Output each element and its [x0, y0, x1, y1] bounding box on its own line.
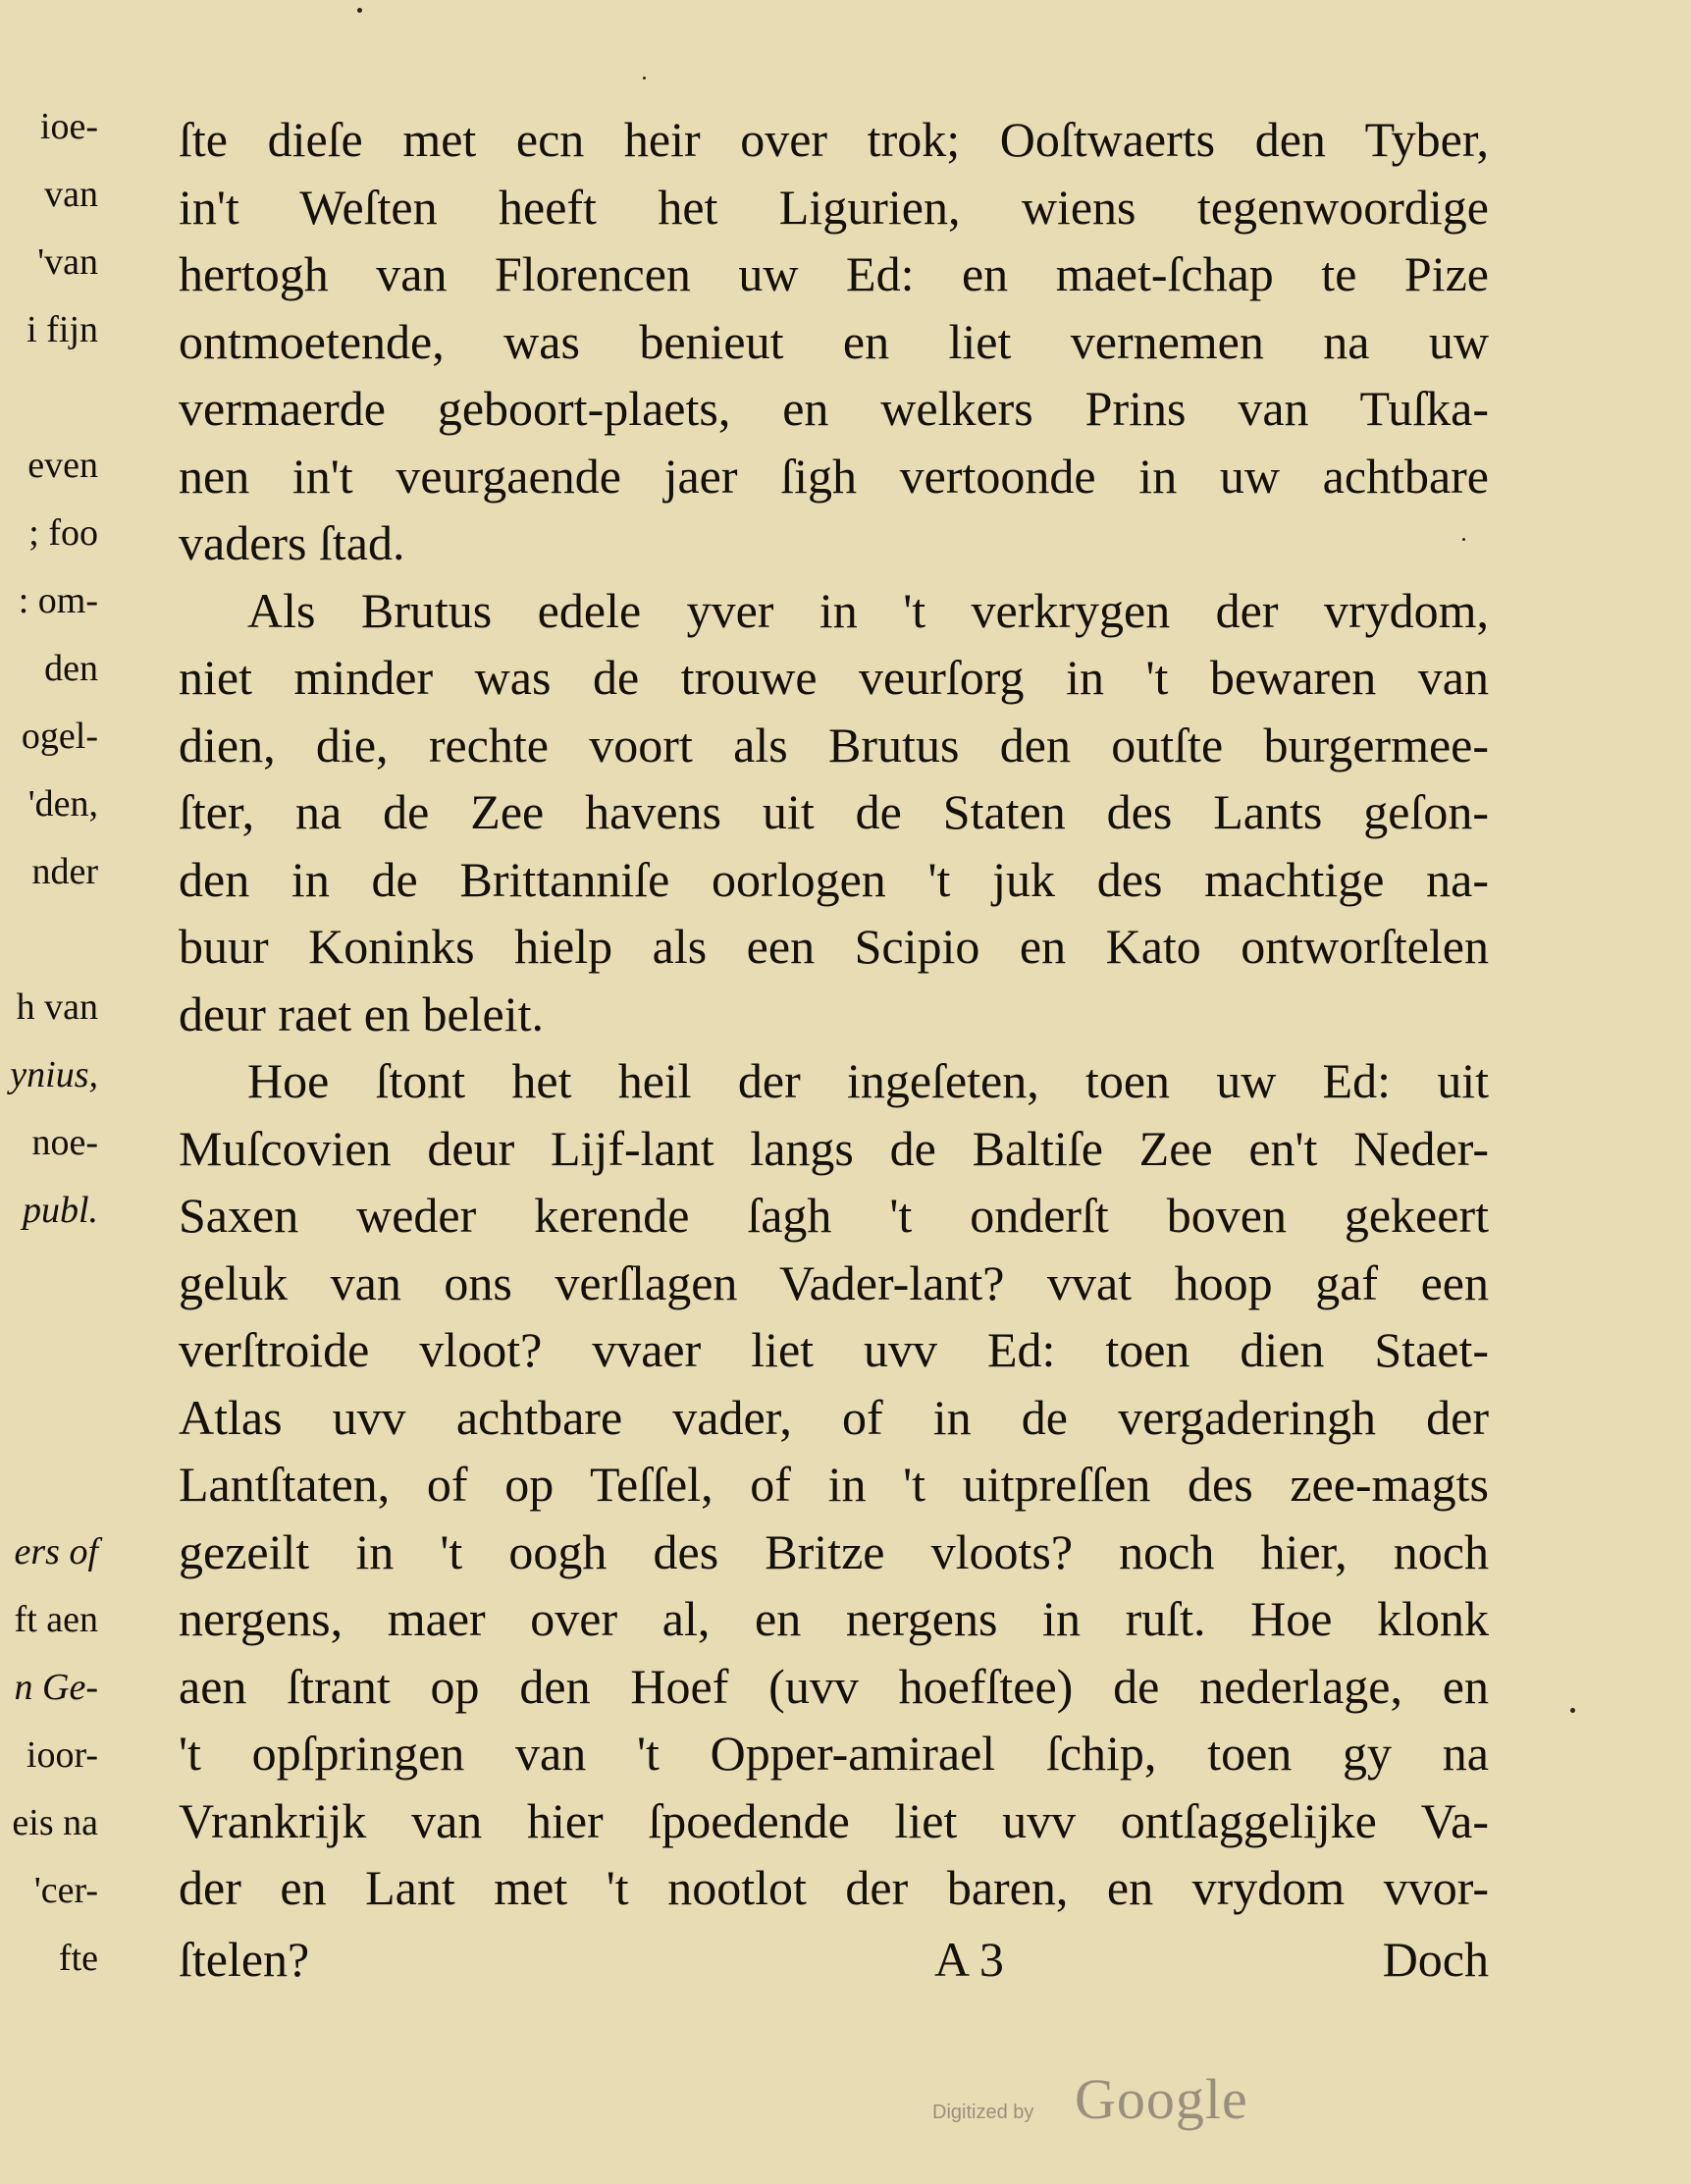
text-line: ontmoetende, was benieut en liet vernemen na uw — [179, 313, 1489, 369]
text-line: nergens, maer over al, en nergens in ruſt. Hoe klonk — [179, 1591, 1489, 1646]
catchword: Doch — [1382, 1932, 1489, 1987]
text-line: hertogh van Florencen uw Ed: en maet-ſchap te Pize — [179, 246, 1489, 301]
text-line: Lantſtaten, of op Teſſel, of in 't uitpreſſen des zee-magts — [179, 1457, 1489, 1512]
margin-fragment: i fijn — [26, 309, 98, 350]
google-logo: Google — [1075, 2067, 1248, 2131]
text-line: vermaerde geboort-plaets, en welkers Prins van Tuſka- — [179, 381, 1489, 436]
margin-fragment: den — [44, 648, 98, 689]
text-line: Hoe ſtont het heil der ingeſeten, toen uw Ed: uit — [247, 1053, 1489, 1108]
text-line: Atlas uvv achtbare vader, of in de vergaderingh der — [179, 1389, 1489, 1445]
text-line: verſtroide vloot? vvaer liet uvv Ed: toen dien Staet- — [179, 1322, 1489, 1377]
text-line: gezeilt in 't oogh des Britze vloots? noch hier, noch — [179, 1523, 1489, 1579]
margin-fragment: 'cer- — [33, 1870, 98, 1911]
margin-fragment: ogel- — [21, 716, 98, 757]
text-line: ſte dieſe met ecn heir over trok; Ooſtwaerts den Tyber, — [179, 112, 1489, 167]
margin-fragment: ft aen — [14, 1599, 98, 1640]
body-text — [179, 106, 1489, 1922]
digitized-watermark — [932, 2066, 1325, 2135]
margin-fragment: : om- — [18, 580, 98, 621]
text-line: vaders ſtad. — [179, 515, 405, 570]
margin-fragment: fte — [58, 1938, 98, 1979]
margin-fragment: ioe- — [39, 106, 98, 147]
text-line: nen in't veurgaende jaer ſigh vertoonde in uw achtbare — [179, 448, 1489, 504]
margin-fragment: noe- — [31, 1122, 98, 1163]
text-line: deur raet en beleit. — [179, 985, 545, 1041]
watermark-prefix: Digitized by — [932, 2102, 1034, 2123]
text-line: ſter, na de Zee havens uit de Staten des Lants geſon- — [179, 784, 1489, 839]
margin-fragment: h van — [16, 986, 98, 1028]
paper-speck — [1462, 538, 1465, 541]
paper-speck — [643, 77, 646, 80]
margin-fragment: 'den, — [27, 783, 98, 825]
margin-fragment: ioor- — [26, 1734, 98, 1776]
page-footer — [179, 1926, 1489, 1993]
text-line: aen ſtrant op den Hoef (uvv hoefſtee) de nederlage, en — [179, 1658, 1489, 1714]
margin-fragment: ers of — [14, 1531, 98, 1572]
text-line: Muſcovien deur Lijf-lant langs de Baltiſe Zee en't Neder- — [179, 1120, 1489, 1176]
last-word: ſtelen? — [179, 1932, 310, 1987]
text-line: den in de Brittanniſe oorlogen 't juk des machtige na- — [179, 851, 1489, 907]
text-line: der en Lant met 't nootlot der baren, en vrydom vvor- — [179, 1860, 1489, 1915]
margin-fragment: ynius, — [10, 1054, 98, 1095]
paper-speck — [357, 8, 362, 13]
margin-fragment: 'van — [37, 241, 98, 283]
paper-speck — [1570, 1708, 1575, 1713]
margin-fragment: nder — [31, 851, 98, 892]
text-line: Vrankrijk van hier ſpoedende liet uvv ontſaggelijke Va- — [179, 1792, 1489, 1848]
text-line: Als Brutus edele yver in 't verkrygen der vrydom, — [247, 582, 1489, 638]
margin-fragment: van — [44, 174, 98, 215]
margin-fragment: n Ge- — [14, 1667, 98, 1708]
text-line: dien, die, rechte voort als Brutus den outſte burgermee- — [179, 717, 1489, 772]
text-line: in't Weſten heeft het Ligurien, wiens tegenwoordige — [179, 179, 1489, 235]
margin-fragment: publ. — [22, 1190, 98, 1231]
margin-fragment: ; foo — [28, 512, 98, 554]
margin-fragment: eis na — [12, 1802, 98, 1843]
text-line: buur Koninks hielp als een Scipio en Kato ontworſtelen — [179, 919, 1489, 974]
margin-fragment: even — [27, 445, 98, 486]
signature-mark: A 3 — [934, 1932, 1004, 1987]
text-line: niet minder was de trouwe veurſorg in 't bewaren van — [179, 650, 1489, 705]
text-line: geluk van ons verſlagen Vader-lant? vvat hoop gaf een — [179, 1254, 1489, 1310]
text-line: Saxen weder kerende ſagh 't onderſt boven gekeert — [179, 1188, 1489, 1243]
text-line: 't opſpringen van 't Opper-amirael ſchip, toen gy na — [179, 1726, 1489, 1781]
